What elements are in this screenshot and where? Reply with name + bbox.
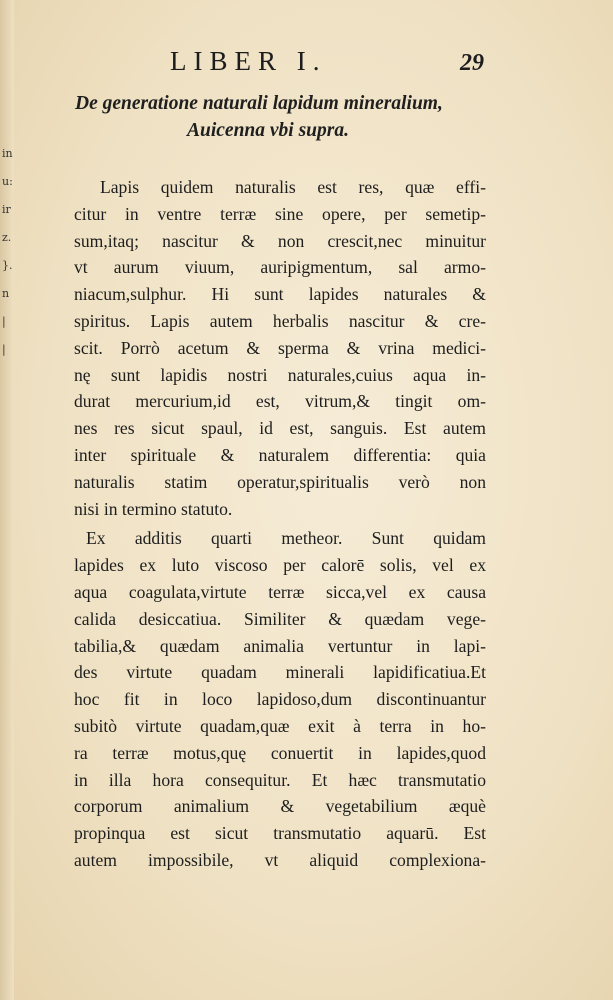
text-line: niacum,sulphur. Hi sunt lapides naturales & (74, 284, 486, 305)
page-number: 29 (460, 50, 484, 76)
text-line: citur in ventre terræ sine opere, per semetip- (74, 203, 486, 224)
text-line: aqua coagulata,virtute terræ sicca,vel ex causa (74, 581, 486, 602)
text-line: sum,itaq; nascitur & non crescit,nec minuitur (74, 230, 486, 251)
margin-notes (2, 140, 18, 364)
text-line: naturalis statim operatur,spiritualis verò non (74, 471, 486, 492)
text-line: hoc fit in loco lapidoso,dum discontinuantur (74, 689, 486, 710)
margin-mark: | (2, 315, 6, 328)
text-line: des virtute quadam minerali lapidificatiua.Et (74, 662, 486, 683)
text-line: nes res sicut spaul, id est, sanguis. Est autem (74, 418, 486, 439)
text-line: corporum animalium & vegetabilium æquè (74, 796, 486, 817)
margin-mark: z. (2, 231, 12, 244)
text-line: Ex additis quarti metheor. Sunt quidam (86, 528, 486, 549)
body-text (74, 174, 486, 874)
text-line: durat mercurium,id est, vitrum,& tingit om- (74, 391, 486, 412)
margin-mark: }. (2, 259, 13, 272)
text-line: nę sunt lapidis nostri naturales,cuius aqua in- (74, 364, 486, 385)
text-line: ra terræ motus,quę conuertit in lapides,quod (74, 742, 486, 763)
text-line: subitò virtute quadam,quæ exit à terra in ho- (74, 715, 486, 736)
text-line: in illa hora consequitur. Et hæc transmutatio (74, 769, 486, 790)
text-line: calida desiccatiua. Similiter & quædam vege- (74, 608, 486, 629)
text-line: nisi in termino statuto. (74, 498, 233, 519)
text-line: lapides ex luto viscoso per calorē solis, vel ex (74, 555, 486, 576)
margin-mark: in (2, 147, 13, 160)
text-line: Lapis quidem naturalis est res, quæ effi- (100, 177, 486, 197)
text-line: scit. Porrò acetum & sperma & vrina medici- (74, 337, 486, 358)
margin-mark: ir (2, 203, 11, 216)
heading-line-2: Auicenna vbi supra. (187, 120, 349, 141)
heading-line-1: De generatione naturali lapidum mineralium, (75, 93, 443, 114)
running-head: LIBER I. (170, 46, 327, 76)
margin-mark: | (2, 343, 6, 356)
text-line: inter spirituale & naturalem differentia: quia (74, 444, 486, 465)
margin-mark: u: (2, 175, 13, 188)
section-heading (75, 90, 515, 144)
text-line: tabilia,& quædam animalia vertuntur in lapi- (74, 635, 486, 656)
text-line: spiritus. Lapis autem herbalis nascitur & cre- (74, 310, 486, 331)
text-line: autem impossibile, vt aliquid complexiona- (74, 849, 486, 870)
margin-mark: n (2, 287, 10, 300)
text-line: vt aurum viuum, auripigmentum, sal armo- (74, 257, 486, 278)
text-line: propinqua est sicut transmutatio aquarū. Est (74, 823, 486, 844)
